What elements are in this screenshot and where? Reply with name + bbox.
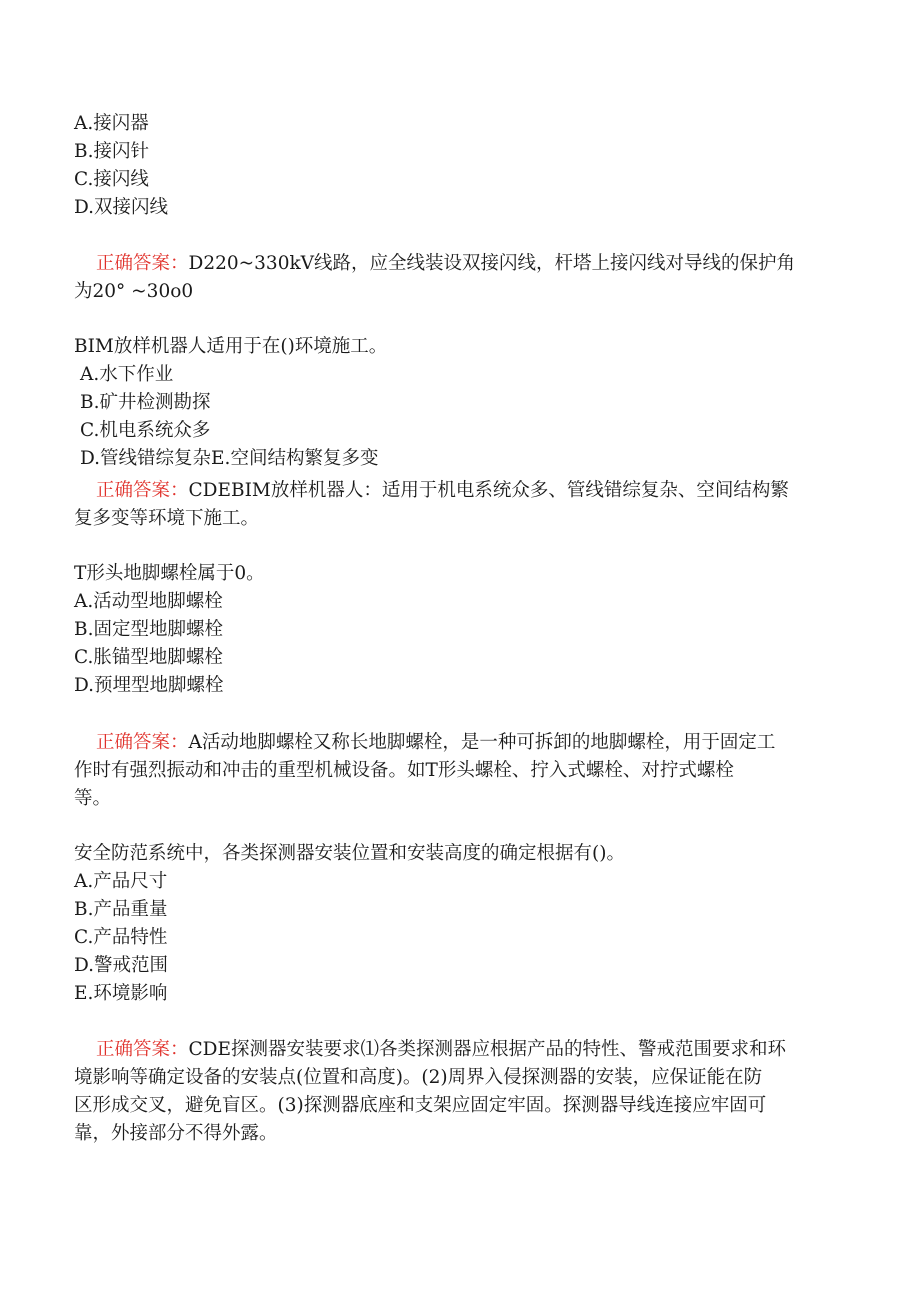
q3-answer-line-1 — [96, 729, 775, 757]
q4-answer-line-3: 区形成交叉，避免盲区。(3)探测器底座和支架应固定牢固。探测器导线连接应牢固可 — [74, 1095, 767, 1116]
q4-answer-line-2: 境影响等确定设备的安装点(位置和高度)。(2)周界入侵探测器的安装，应保证能在防 — [74, 1067, 763, 1088]
q4-stem: 安全防范系统中，各类探测器安装位置和安装高度的确定根据有()。 — [74, 843, 625, 864]
q4-answer-line-4: 靠，外接部分不得外露。 — [74, 1123, 278, 1144]
q2-answer-line-2: 复多变等环境下施工。 — [74, 508, 260, 529]
answer-label: 正确答案： — [96, 253, 189, 274]
q2-option-a: A.水下作业 — [80, 364, 174, 385]
q2-stem: BIM放样机器人适用于在()环境施工。 — [74, 336, 388, 357]
q4-option-d: D.警戒范围 — [74, 955, 169, 976]
q3-answer-line-2: 作时有强烈振动和冲击的重型机械设备。如T形头螺栓、拧入式螺栓、对拧式螺栓 — [74, 760, 734, 781]
answer-text: CDE探测器安装要求⑴各类探测器应根据产品的特性、警戒范围要求和环 — [188, 1039, 787, 1060]
answer-label: 正确答案： — [96, 480, 189, 501]
answer-text: CDEBIM放样机器人：适用于机电系统众多、管线错综复杂、空间结构繁 — [188, 480, 789, 501]
q1-option-b: B.接闪针 — [74, 141, 149, 162]
q4-option-e: E.环境影响 — [74, 983, 168, 1004]
q4-option-a: A.产品尺寸 — [74, 871, 168, 892]
q3-stem: T形头地脚螺栓属于0。 — [74, 563, 265, 584]
answer-text: A活动地脚螺栓又称长地脚螺栓，是一种可拆卸的地脚螺栓，用于固定工 — [188, 732, 776, 753]
q1-option-d: D.双接闪线 — [74, 197, 169, 218]
q3-answer-line-3: 等。 — [74, 788, 112, 809]
q1-answer-line-1 — [96, 250, 795, 278]
q2-option-d-e: D.管线错综复杂E.空间结构繁复多变 — [80, 448, 379, 469]
q4-option-c: C.产品特性 — [74, 927, 168, 948]
q1-answer-line-2: 为20° ~30o0 — [74, 281, 194, 302]
q3-option-b: B.固定型地脚螺栓 — [74, 619, 223, 640]
q4-answer-line-1 — [96, 1036, 786, 1064]
answer-text: D220~330kV线路，应全线装设双接闪线，杆塔上接闪线对导线的保护角 — [188, 253, 796, 274]
q3-option-a: A.活动型地脚螺栓 — [74, 591, 223, 612]
q2-option-b: B.矿井检测勘探 — [80, 392, 211, 413]
q3-option-c: C.胀锚型地脚螺栓 — [74, 647, 223, 668]
q1-option-a: A.接闪器 — [74, 113, 149, 134]
q1-option-c: C.接闪线 — [74, 169, 149, 190]
q3-option-d: D.预埋型地脚螺栓 — [74, 675, 224, 696]
q2-option-c: C.机电系统众多 — [80, 420, 211, 441]
answer-label: 正确答案： — [96, 1039, 189, 1060]
answer-label: 正确答案： — [96, 732, 189, 753]
q4-option-b: B.产品重量 — [74, 899, 168, 920]
q2-answer-line-1 — [96, 477, 789, 505]
